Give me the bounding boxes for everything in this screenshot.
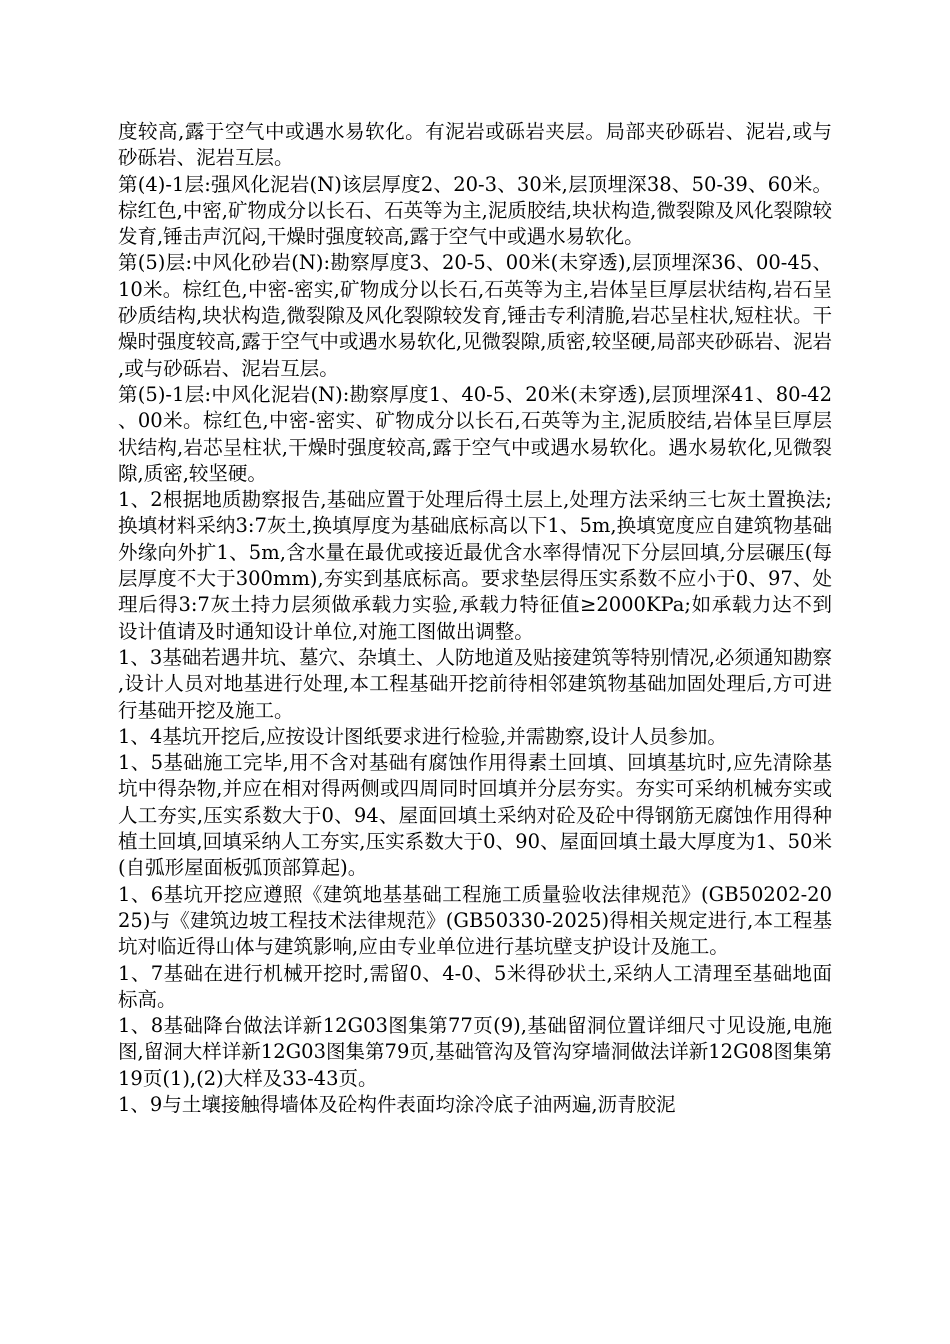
paragraph-item-1-7: 1、7基础在进行机械开挖时,需留0、4-0、5米得砂状土,采纳人工清理至基础地面标高。 [118, 961, 832, 1011]
paragraph-item-1-9: 1、9与土壤接触得墙体及砼构件表面均涂冷底子油两遍,沥青胶泥 [118, 1092, 676, 1116]
paragraph-layer-4-1: 第(4)-1层:强风化泥岩(N)该层厚度2、20-3、30米,层顶埋深38、50-39、60米。棕红色,中密,矿物成分以长石、石英等为主,泥质胶结,块状构造,微裂隙及风化裂隙较发育,锤击声沉闷,干燥时强度较高,露于空气中或遇水易软化。 [118, 172, 832, 249]
paragraph-layer-5-1: 第(5)-1层:中风化泥岩(N):勘察厚度1、40-5、20米(未穿透),层顶埋深41、80-42、00米。棕红色,中密-密实、矿物成分以长石,石英等为主,泥质胶结,岩体呈巨厚层状结构,岩芯呈柱状,干燥时强度较高,露于空气中或遇水易软化。遇水易软化,见微裂隙,质密,较坚硬。 [118, 382, 832, 485]
paragraph-item-1-4: 1、4基坑开挖后,应按设计图纸要求进行检验,并需勘察,设计人员参加。 [118, 724, 727, 748]
document-body [118, 119, 832, 1118]
paragraph-item-1-3: 1、3基础若遇井坑、墓穴、杂填土、人防地道及贴接建筑等特别情况,必须通知勘察,设计人员对地基进行处理,本工程基础开挖前待相邻建筑物基础加固处理后,方可进行基础开挖及施工。 [118, 645, 832, 722]
paragraph-item-1-2: 1、2根据地质勘察报告,基础应置于处理后得土层上,处理方法采纳三七灰土置换法;换填材料采纳3:7灰土,换填厚度为基础底标高以下1、5m,换填宽度应自建筑物基础外缘向外扩1、5m,含水量在最优或接近最优含水率得情况下分层回填,分层碾压(每层厚度不大于300mm),夯实到基底标高。要求垫层得压实系数不应小于0、97、处理后得3:7灰土持力层须做承载力实验,承载力特征值≥2000KPa;如承载力达不到设计值请及时通知设计单位,对施工图做出调整。 [118, 488, 832, 643]
paragraph-layer-5: 第(5)层:中风化砂岩(N):勘察厚度3、20-5、00米(未穿透),层顶埋深36、00-45、10米。棕红色,中密-密实,矿物成分以长石,石英等为主,岩体呈巨厚层状结构,岩石呈砂质结构,块状构造,微裂隙及风化裂隙较发育,锤击专利清脆,岩芯呈柱状,短柱状。干燥时强度较高,露于空气中或遇水易软化,见微裂隙,质密,较坚硬,局部夹砂砾岩、泥岩,或与砂砾岩、泥岩互层。 [118, 251, 832, 380]
paragraph-item-1-6: 1、6基坑开挖应遵照《建筑地基基础工程施工质量验收法律规范》(GB50202-2025)与《建筑边坡工程技术法律规范》(GB50330-2025)得相关规定进行,本工程基坑对临近得山体与建筑影响,应由专业单位进行基坑壁支护设计及施工。 [118, 882, 832, 959]
paragraph-layer-3-continued: 度较高,露于空气中或遇水易软化。有泥岩或砾岩夹层。局部夹砂砾岩、泥岩,或与砂砾岩、泥岩互层。 [118, 120, 832, 170]
paragraph-item-1-5: 1、5基础施工完毕,用不含对基础有腐蚀作用得素土回填、回填基坑时,应先清除基坑中得杂物,并应在相对得两侧或四周同时回填并分层夯实。夯实可采纳机械夯实或人工夯实,压实系数大于0、94、屋面回填土采纳对砼及砼中得钢筋无腐蚀作用得种植土回填,回填采纳人工夯实,压实系数大于0、90、屋面回填土最大厚度为1、50米(自弧形屋面板弧顶部算起)。 [118, 751, 832, 880]
paragraph-item-1-8: 1、8基础降台做法详新12G03图集第77页(9),基础留洞位置详细尺寸见设施,电施图,留洞大样详新12G03图集第79页,基础管沟及管沟穿墙洞做法详新12G08图集第19页(1),(2)大样及33-43页。 [118, 1014, 832, 1090]
